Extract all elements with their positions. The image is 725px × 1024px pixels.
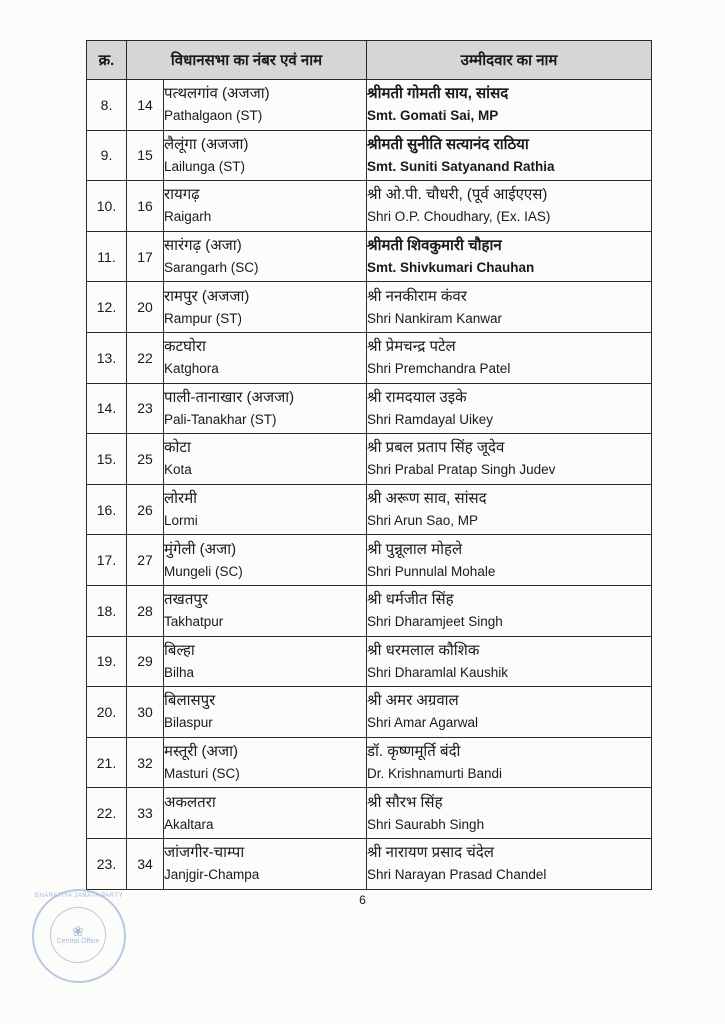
- constituency-name-english: Masturi (SC): [164, 766, 240, 782]
- constituency-name-english: Akaltara: [164, 816, 214, 832]
- candidate-name-hindi: श्री ओ.पी. चौधरी, (पूर्व आईएएस): [367, 186, 548, 204]
- constituency-cell: [164, 484, 367, 535]
- constituency-name-english: Bilaspur: [164, 715, 213, 731]
- constituency-name-hindi: कोटा: [164, 439, 191, 457]
- constituency-cell: [164, 80, 367, 131]
- candidate-name-hindi: श्री अरूण साव, सांसद: [367, 490, 487, 508]
- candidate-name-english: Smt. Shivkumari Chauhan: [367, 260, 535, 276]
- candidate-name-english: Smt. Suniti Satyanand Rathia: [367, 158, 555, 174]
- candidate-cell: [367, 838, 652, 889]
- candidate-name-english: Shri Ramdayal Uikey: [367, 411, 494, 427]
- constituency-number: 15: [127, 130, 164, 181]
- constituency-name-english: Pali-Tanakhar (ST): [164, 411, 277, 427]
- candidate-cell: [367, 636, 652, 687]
- constituency-name-english: Lailunga (ST): [164, 158, 246, 174]
- table-header-row: [87, 41, 652, 80]
- office-seal: [32, 889, 126, 983]
- constituency-cell: [164, 737, 367, 788]
- constituency-cell: [164, 535, 367, 586]
- table-row: [87, 383, 652, 434]
- constituency-number: 23: [127, 383, 164, 434]
- constituency-cell: [164, 687, 367, 738]
- table-row: [87, 434, 652, 485]
- table-row: [87, 332, 652, 383]
- candidate-cell: [367, 80, 652, 131]
- seal-center-text: Central Office: [56, 938, 100, 945]
- constituency-cell: [164, 383, 367, 434]
- constituency-cell: [164, 130, 367, 181]
- serial-number: 16.: [87, 484, 127, 535]
- table-row: [87, 838, 652, 889]
- serial-number: 9.: [87, 130, 127, 181]
- constituency-name-english: Sarangarh (SC): [164, 260, 259, 276]
- constituency-number: 16: [127, 181, 164, 232]
- candidate-name-hindi: श्री पुन्नूलाल मोहले: [367, 540, 463, 558]
- serial-number: 10.: [87, 181, 127, 232]
- constituency-name-hindi: अकलतरा: [164, 793, 216, 811]
- serial-number: 20.: [87, 687, 127, 738]
- candidate-cell: [367, 181, 652, 232]
- candidate-name-english: Shri Narayan Prasad Chandel: [367, 867, 547, 883]
- candidate-name-english: Shri Saurabh Singh: [367, 816, 485, 832]
- constituency-name-english: Raigarh: [164, 209, 212, 225]
- constituency-number: 32: [127, 737, 164, 788]
- table-row: [87, 80, 652, 131]
- constituency-name-english: Katghora: [164, 361, 219, 377]
- constituency-name-hindi: रायगढ़: [164, 186, 200, 204]
- constituency-cell: [164, 788, 367, 839]
- candidate-name-english: Shri Dharamlal Kaushik: [367, 664, 509, 680]
- candidate-cell: [367, 585, 652, 636]
- constituency-name-hindi: लैलूंगा (अजजा): [164, 135, 249, 153]
- header-constituency: विधानसभा का नंबर एवं नाम: [127, 41, 367, 80]
- candidate-name-hindi: श्रीमती सुनीति सत्यानंद राठिया: [367, 135, 529, 153]
- constituency-name-hindi: तखतपुर: [164, 591, 209, 609]
- candidate-name-hindi: श्रीमती गोमती साय, सांसद: [367, 85, 509, 103]
- constituency-number: 22: [127, 332, 164, 383]
- serial-number: 18.: [87, 585, 127, 636]
- lotus-icon: ❀: [72, 923, 84, 939]
- constituency-name-hindi: लोरमी: [164, 490, 198, 508]
- constituency-name-english: Mungeli (SC): [164, 563, 243, 579]
- constituency-cell: [164, 636, 367, 687]
- constituency-cell: [164, 231, 367, 282]
- constituency-name-hindi: मस्तूरी (अजा): [164, 743, 239, 761]
- constituency-number: 30: [127, 687, 164, 738]
- candidate-cell: [367, 484, 652, 535]
- serial-number: 21.: [87, 737, 127, 788]
- constituency-number: 33: [127, 788, 164, 839]
- table-row: [87, 181, 652, 232]
- candidate-name-hindi: डॉ. कृष्णमूर्ति बंदी: [367, 743, 461, 761]
- candidate-cell: [367, 231, 652, 282]
- candidate-cell: [367, 282, 652, 333]
- candidate-name-english: Shri Nankiram Kanwar: [367, 310, 503, 326]
- constituency-name-hindi: कटघोरा: [164, 338, 206, 356]
- candidate-name-english: Dr. Krishnamurti Bandi: [367, 766, 503, 782]
- candidate-name-english: Shri Punnulal Mohale: [367, 563, 496, 579]
- constituency-cell: [164, 838, 367, 889]
- table-row: [87, 737, 652, 788]
- constituency-name-english: Janjgir-Champa: [164, 867, 260, 883]
- serial-number: 17.: [87, 535, 127, 586]
- candidate-name-hindi: श्री धरमलाल कौशिक: [367, 641, 480, 659]
- candidate-cell: [367, 332, 652, 383]
- constituency-name-hindi: मुंगेली (अजा): [164, 540, 237, 558]
- candidate-name-hindi: श्री प्रेमचन्द्र पटेल: [367, 338, 456, 356]
- constituency-name-english: Kota: [164, 462, 192, 478]
- seal-ring-text: BHARATIYA JANATA PARTY: [34, 893, 124, 899]
- constituency-cell: [164, 332, 367, 383]
- table-row: [87, 282, 652, 333]
- header-candidate: उम्मीदवार का नाम: [367, 41, 652, 80]
- constituency-name-hindi: पत्थलगांव (अजजा): [164, 85, 270, 103]
- candidate-name-english: Shri O.P. Choudhary, (Ex. IAS): [367, 209, 551, 225]
- serial-number: 11.: [87, 231, 127, 282]
- candidate-name-hindi: श्री सौरभ सिंह: [367, 793, 443, 811]
- candidate-cell: [367, 383, 652, 434]
- candidate-name-hindi: श्री प्रबल प्रताप सिंह जूदेव: [367, 439, 505, 457]
- candidate-cell: [367, 434, 652, 485]
- serial-number: 12.: [87, 282, 127, 333]
- constituency-name-english: Pathalgaon (ST): [164, 108, 263, 124]
- constituency-name-hindi: बिलासपुर: [164, 692, 216, 710]
- table-row: [87, 788, 652, 839]
- candidate-name-hindi: श्री धर्मजीत सिंह: [367, 591, 454, 609]
- serial-number: 19.: [87, 636, 127, 687]
- constituency-name-hindi: रामपुर (अजजा): [164, 287, 250, 305]
- constituency-number: 29: [127, 636, 164, 687]
- candidate-name-english: Shri Dharamjeet Singh: [367, 614, 503, 630]
- constituency-cell: [164, 181, 367, 232]
- candidate-cell: [367, 737, 652, 788]
- serial-number: 22.: [87, 788, 127, 839]
- constituency-number: 27: [127, 535, 164, 586]
- constituency-number: 34: [127, 838, 164, 889]
- table-row: [87, 130, 652, 181]
- constituency-name-english: Lormi: [164, 513, 198, 529]
- header-sno: क्र.: [87, 41, 127, 80]
- candidate-name-hindi: श्री नारायण प्रसाद चंदेल: [367, 844, 494, 862]
- constituency-cell: [164, 434, 367, 485]
- constituency-name-hindi: बिल्हा: [164, 641, 195, 659]
- candidate-name-hindi: श्री ननकीराम कंवर: [367, 287, 467, 305]
- table-row: [87, 585, 652, 636]
- serial-number: 8.: [87, 80, 127, 131]
- candidate-table: [86, 40, 652, 890]
- constituency-name-hindi: पाली-तानाखार (अजजा): [164, 388, 295, 406]
- page-number: 6: [359, 893, 366, 907]
- candidate-name-hindi: श्री अमर अग्रवाल: [367, 692, 459, 710]
- constituency-name-english: Rampur (ST): [164, 310, 243, 326]
- candidate-cell: [367, 687, 652, 738]
- constituency-number: 25: [127, 434, 164, 485]
- constituency-name-hindi: जांजगीर-चाम्पा: [164, 844, 245, 862]
- constituency-cell: [164, 282, 367, 333]
- candidate-name-hindi: श्रीमती शिवकुमारी चौहान: [367, 237, 502, 255]
- candidate-name-english: Shri Arun Sao, MP: [367, 513, 479, 529]
- serial-number: 15.: [87, 434, 127, 485]
- candidate-name-hindi: श्री रामदयाल उइके: [367, 388, 467, 406]
- constituency-number: 17: [127, 231, 164, 282]
- serial-number: 14.: [87, 383, 127, 434]
- table-row: [87, 231, 652, 282]
- constituency-number: 28: [127, 585, 164, 636]
- table-row: [87, 636, 652, 687]
- candidate-cell: [367, 788, 652, 839]
- constituency-number: 14: [127, 80, 164, 131]
- constituency-number: 20: [127, 282, 164, 333]
- constituency-name-english: Bilha: [164, 664, 195, 680]
- candidate-name-english: Shri Amar Agarwal: [367, 715, 479, 731]
- constituency-cell: [164, 585, 367, 636]
- candidate-name-english: Smt. Gomati Sai, MP: [367, 108, 499, 124]
- constituency-number: 26: [127, 484, 164, 535]
- candidate-name-english: Shri Premchandra Patel: [367, 361, 511, 377]
- serial-number: 23.: [87, 838, 127, 889]
- table-row: [87, 484, 652, 535]
- table-row: [87, 535, 652, 586]
- candidate-cell: [367, 130, 652, 181]
- candidate-name-english: Shri Prabal Pratap Singh Judev: [367, 462, 556, 478]
- serial-number: 13.: [87, 332, 127, 383]
- table-body: [87, 80, 652, 890]
- table-row: [87, 687, 652, 738]
- constituency-name-hindi: सारंगढ़ (अजा): [164, 237, 242, 255]
- candidate-cell: [367, 535, 652, 586]
- constituency-name-english: Takhatpur: [164, 614, 224, 630]
